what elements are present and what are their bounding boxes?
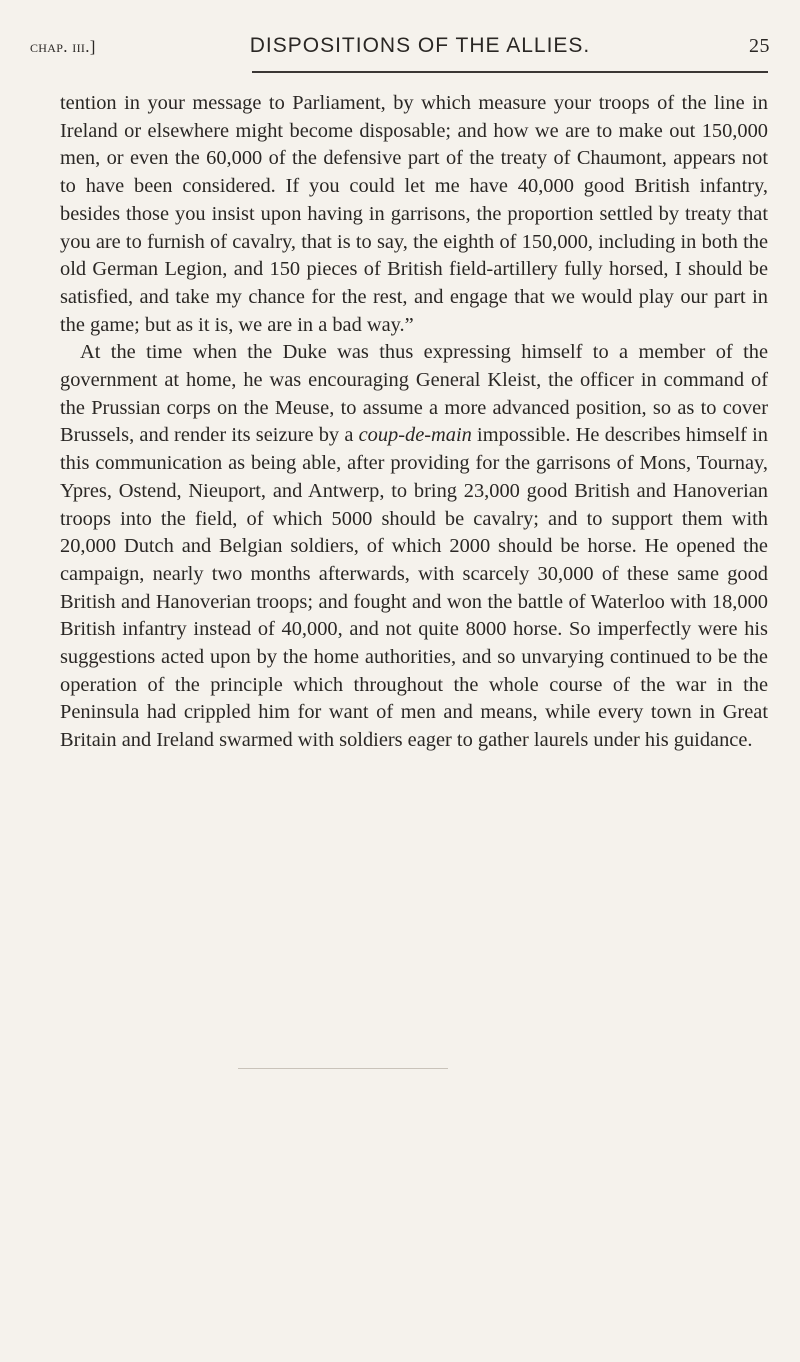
italic-phrase: coup-de-main <box>358 424 472 447</box>
chapter-reference: chap. iii.] <box>30 37 96 56</box>
header-rule <box>252 71 768 73</box>
paragraph-2 <box>60 339 768 755</box>
body-text <box>60 90 768 755</box>
running-header <box>30 34 770 68</box>
paragraph-2-text-start: At the time when the Duke was thus expressing himself to a member of the government at home, he was encouraging General Kleist, the officer in command of the Prussian corps on the Meuse, to assume a more advanced position, so as to cover Brussels, and render its seizure by a <box>60 341 768 447</box>
paragraph-1: tention in your message to Parliament, by which measure your troops of the line in Ireland or elsewhere might become disposable; and how we are to make out 150,000 men, or even the 60,000 of the defensive part of the treaty of Chaumont, appears not to have been considered. If you could let me have 40,000 good British infantry, besides those you insist upon having in garrisons, the proportion settled by treaty that you are to furnish of cavalry, that is to say, the eighth of 150,000, including in both the old German Legion, and 150 pieces of British field-artillery fully horsed, I should be satisfied, and take my chance for the rest, and engage that we would play our part in the game; but as it is, we are in a bad way.” <box>60 92 768 336</box>
page-number: 25 <box>749 35 770 57</box>
running-title: DISPOSITIONS OF THE ALLIES. <box>249 34 591 57</box>
paragraph-2-text-end: impossible. He describes himself in this communication as being able, after providing for the garrisons of Mons, Tournay, Ypres, Ostend, Nieuport, and Antwerp, to bring 23,000 good British and Hanoverian troops into the field, of which 5000 should be cavalry; and to support them with 20,000 Dutch and Belgian soldiers, of which 2000 should be horse. He opened the campaign, nearly two months afterwards, with scarcely 30,000 of these same good British and Hanoverian troops; and fought and won the battle of Waterloo with 18,000 British infantry instead of 40,000, and not quite 8000 horse. So imperfectly were his suggestions acted upon by the home authorities, and so unvarying continued to be the operation of the principle which throughout the whole course of the war in the Peninsula had crippled him for want of men and means, while every town in Great Britain and Ireland swarmed with soldiers eager to gather laurels under his guidance. <box>60 424 768 752</box>
faint-footer-rule <box>238 1068 448 1069</box>
